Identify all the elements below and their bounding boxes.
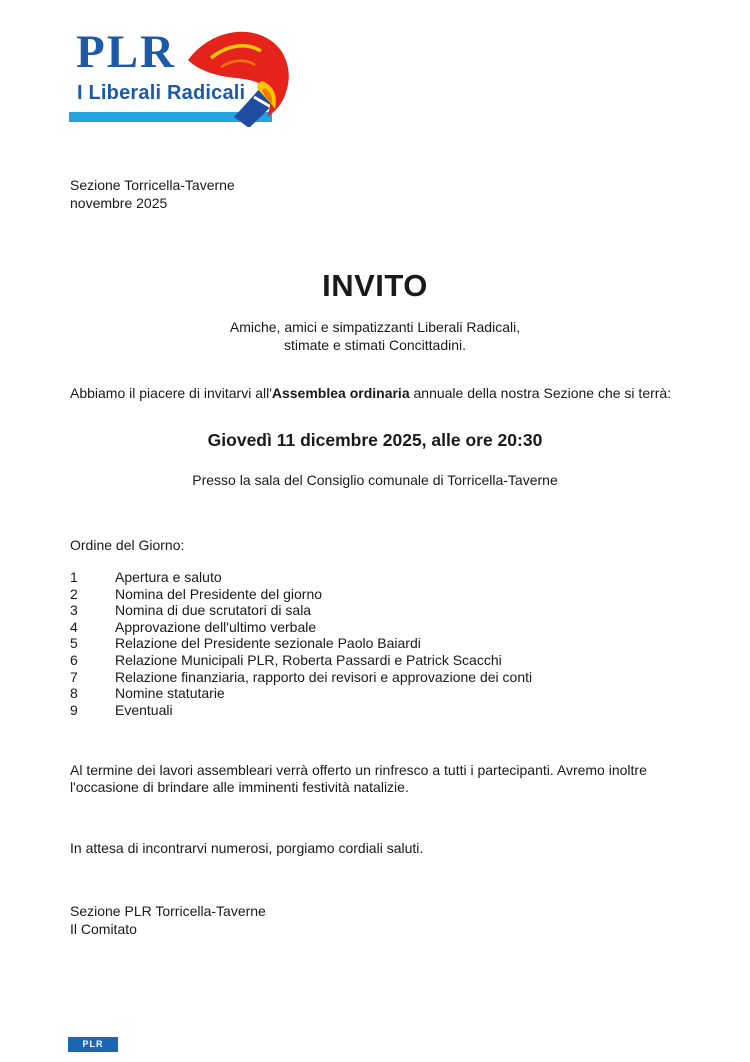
agenda-item-number: 8 <box>70 685 78 702</box>
agenda-heading: Ordine del Giorno: <box>70 537 185 553</box>
agenda-item-number: 4 <box>70 618 78 635</box>
agenda-item-number: 9 <box>70 701 78 718</box>
event-datetime: Giovedì 11 dicembre 2025, alle ore 20:30 <box>207 430 543 450</box>
agenda-item-number: 7 <box>70 668 78 685</box>
agenda-item <box>70 685 690 702</box>
agenda-item <box>70 669 690 686</box>
signature-section: Sezione PLR Torricella-Taverne <box>70 903 266 919</box>
agenda-item-text: Apertura e saluto <box>115 569 222 585</box>
agenda-item-text: Approvazione dell'ultimo verbale <box>115 618 317 635</box>
agenda-item-number: 1 <box>70 569 78 585</box>
closing-paragraph-refreshments: Al termine dei lavori assembleari verrà offerto un rinfresco a tutti i partecipanti. Avremo inoltre l'occasione di brindare alle imminenti festività natalizie. <box>70 762 647 795</box>
agenda-item-text: Relazione finanziaria, rapporto dei revisori e approvazione dei conti <box>115 668 533 685</box>
plr-torch-flame-icon <box>183 27 297 127</box>
agenda-item-text: Eventuali <box>115 701 173 718</box>
agenda-item-text: Nomine statutarie <box>115 685 225 702</box>
signature-block <box>70 903 266 938</box>
intro-text-pre: Abbiamo il piacere di invitarvi all' <box>70 385 272 401</box>
salutation-block <box>0 318 750 354</box>
agenda-item <box>70 702 690 719</box>
logo-tagline: I Liberali Radicali <box>77 82 246 104</box>
letter-title: INVITO <box>322 268 428 303</box>
agenda-item-text: Nomina di due scrutatori di sala <box>115 602 312 619</box>
agenda-item <box>70 619 690 636</box>
closing-paragraph-greetings: In attesa di incontrarvi numerosi, porgiamo cordiali saluti. <box>70 840 424 856</box>
agenda-item-number: 3 <box>70 602 78 619</box>
agenda-item-text: Nomina del Presidente del giorno <box>115 585 323 602</box>
salutation-line-1: Amiche, amici e simpatizzanti Liberali Radicali, <box>229 319 521 335</box>
agenda-item <box>70 586 690 603</box>
sender-section: Sezione Torricella-Taverne <box>70 177 235 193</box>
agenda-list <box>70 569 690 718</box>
agenda-item <box>70 602 690 619</box>
agenda-item-number: 6 <box>70 651 78 668</box>
intro-text-post: annuale della nostra Sezione che si terrà: <box>409 385 672 401</box>
agenda-item-text: Relazione Municipali PLR, Roberta Passardi e Patrick Scacchi <box>115 651 502 668</box>
agenda-item <box>70 569 690 586</box>
agenda-item <box>70 635 690 652</box>
event-venue: Presso la sala del Consiglio comunale di Torricella-Taverne <box>192 472 558 488</box>
intro-paragraph <box>70 385 730 401</box>
agenda-item <box>70 652 690 669</box>
footer-plr-badge: PLR <box>68 1037 118 1052</box>
intro-text-bold: Assemblea ordinaria <box>271 385 410 401</box>
logo-acronym: PLR <box>76 26 176 78</box>
sender-date: novembre 2025 <box>70 195 168 211</box>
sender-block <box>70 176 235 212</box>
agenda-item-text: Relazione del Presidente sezionale Paolo Baiardi <box>115 635 421 652</box>
agenda-item-number: 5 <box>70 635 78 652</box>
salutation-line-2: stimate e stimati Concittadini. <box>283 337 467 353</box>
signature-committee: Il Comitato <box>70 920 137 937</box>
agenda-item-number: 2 <box>70 585 78 602</box>
